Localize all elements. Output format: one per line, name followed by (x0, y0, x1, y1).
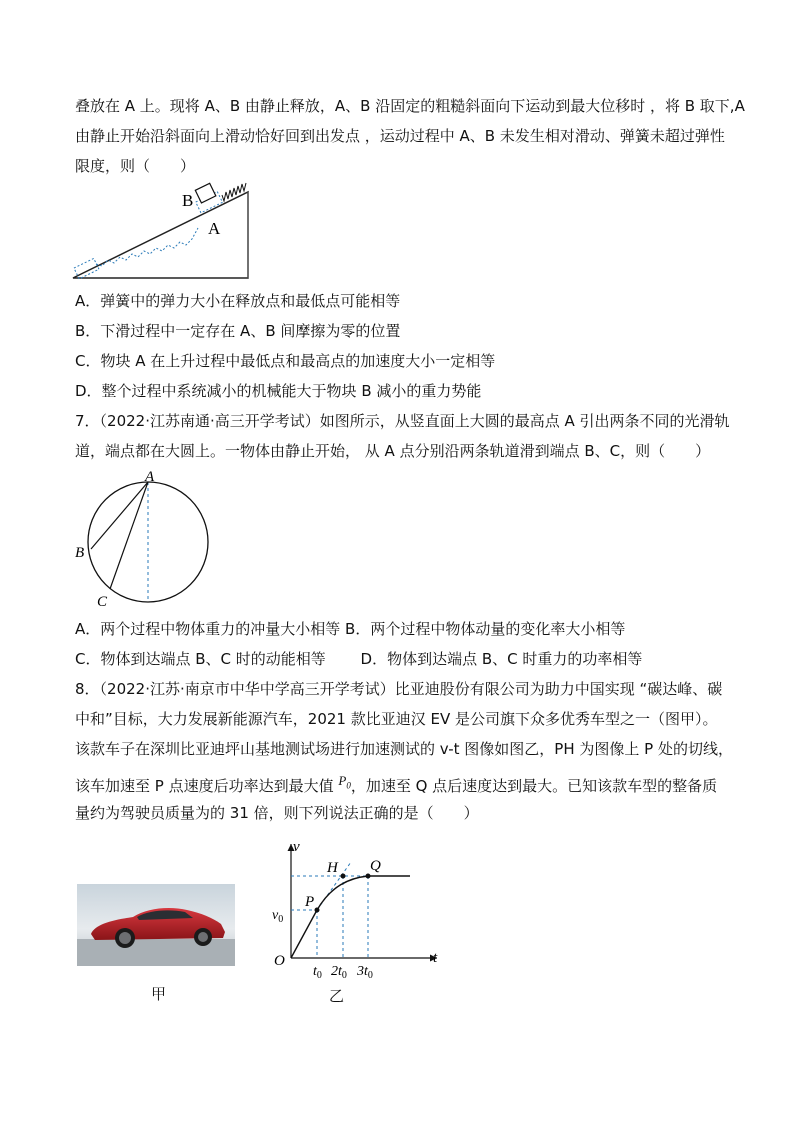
origin-label: O (274, 953, 285, 969)
label-a: A (145, 469, 155, 485)
point-q (366, 874, 371, 879)
intro-line-3: 限度，则（ ） (75, 157, 196, 175)
spring-extended (96, 228, 198, 266)
track-ab (91, 482, 148, 549)
q7-stem-line-1: 7．（2022·江苏南通·高三开学考试）如图所示，从竖直面上大圆的最高点 A 引出两条不同的光滑轨 (75, 412, 730, 430)
block-b (195, 183, 216, 203)
q6-option-d: D．整个过程中系统减小的机械能大于物块 B 减小的重力势能 (75, 382, 482, 400)
car-photo (77, 884, 235, 966)
axis-v-label: v (293, 839, 300, 855)
label-q: Q (370, 858, 381, 874)
label-c: C (97, 594, 108, 610)
p0-symbol: $P_0$ (338, 773, 351, 791)
q7-options-row-1: A．两个过程中物体重力的冲量大小相等 B．两个过程中物体动量的变化率大小相等 (75, 620, 626, 638)
label-a: A (208, 219, 221, 238)
q8-stem-line-1: 8．（2022·江苏·南京市中华中学高三开学考试）比亚迪股份有限公司为助力中国实现 “碳达峰、碳 (75, 680, 723, 698)
q6-option-b: B．下滑过程中一定存在 A、B 间摩擦为零的位置 (75, 322, 401, 340)
vt-curve (291, 876, 410, 958)
label-p: P (305, 894, 315, 910)
incline-figure (70, 180, 260, 285)
point-p (315, 908, 320, 913)
q7-options-row-2: C．物体到达端点 B、C 时的动能相等 D．物体到达端点 B、C 时重力的功率相等 (75, 650, 643, 668)
tick-t0: $t_0$ (313, 964, 322, 981)
axis-t-label: t (433, 950, 438, 966)
label-b: B (75, 545, 85, 561)
v0-label: $v_0$ (272, 908, 284, 925)
intro-line-1: 叠放在 A 上。现将 A、B 由静止释放，A、B 沿固定的粗糙斜面向下运动到最大位移时 ，将 B 取下,A (75, 97, 745, 115)
q7-stem-line-2: 道，端点都在大圆上。一物体由静止开始， 从 A 点分别沿两条轨道滑到端点 B、C，则（ ） (75, 442, 711, 460)
caption-yi: 乙 (329, 987, 345, 1005)
q8-stem-line-2: 中和”目标，大力发展新能源汽车，2021 款比亚迪汉 EV 是公司旗下众多优秀车型之一（图甲）。 (75, 710, 718, 728)
q6-option-a: A．弹簧中的弹力大小在释放点和最低点可能相等 (75, 292, 401, 310)
caption-jia: 甲 (151, 985, 167, 1003)
q8-line4-a: 该车加速至 P 点速度后功率达到最大值 (75, 777, 339, 795)
point-h (341, 874, 346, 879)
q8-stem-line-5: 量约为驾驶员质量为的 31 倍，则下列说法正确的是（ ） (75, 804, 479, 822)
q8-line4-b: ，加速至 Q 点后速度达到最大。已知该款车型的整备质 (350, 777, 718, 795)
q8-stem-line-4 (75, 771, 717, 796)
label-b: B (182, 191, 194, 210)
circle-figure (70, 468, 220, 610)
vt-graph (265, 838, 450, 988)
incline-triangle (73, 192, 248, 278)
q6-option-c: C．物块 A 在上升过程中最低点和最高点的加速度大小一定相等 (75, 352, 496, 370)
label-h: H (327, 860, 338, 876)
tick-2t0: $2t_0$ (331, 964, 347, 981)
tick-3t0: $3t_0$ (357, 964, 373, 981)
track-ac (110, 482, 148, 589)
intro-line-2: 由静止开始沿斜面向上滑动恰好回到出发点 ，运动过程中 A、B 未发生相对滑动、弹簧未超过弹性 (75, 127, 725, 145)
q8-stem-line-3: 该款车子在深圳比亚迪坪山基地测试场进行加速测试的 v-t 图像如图乙，PH 为图像上 P 处的切线， (75, 740, 733, 758)
